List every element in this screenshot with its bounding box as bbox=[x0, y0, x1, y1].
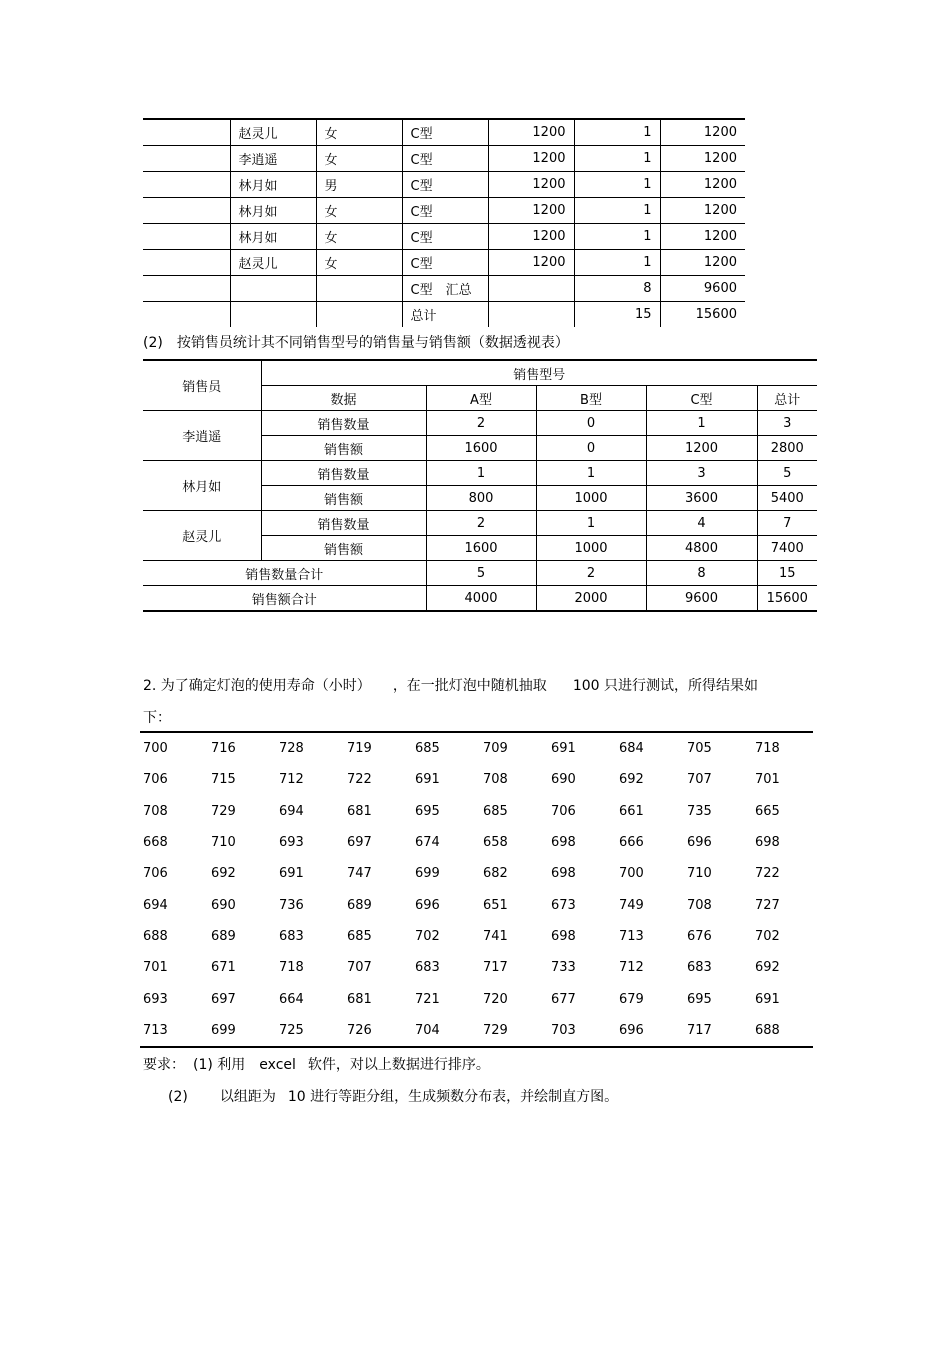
data-cell: 683 bbox=[279, 928, 304, 944]
data-header: 数据 bbox=[261, 386, 426, 411]
question-text-part: 100 只进行测试，所得结果如 bbox=[572, 678, 758, 694]
data-cell: 691 bbox=[279, 866, 304, 882]
table-cell: 1 bbox=[574, 198, 660, 224]
data-cell: 694 bbox=[279, 803, 304, 819]
data-cell: 697 bbox=[211, 991, 236, 1007]
column-header: C型 bbox=[646, 386, 757, 411]
column-header: A型 bbox=[426, 386, 536, 411]
data-cell: 692 bbox=[755, 960, 780, 976]
cell: 8 bbox=[646, 561, 757, 586]
data-cell: 699 bbox=[211, 1022, 236, 1038]
table-cell: 1200 bbox=[488, 172, 574, 198]
data-cell: 689 bbox=[211, 928, 236, 944]
data-row bbox=[140, 764, 813, 795]
cell: 4 bbox=[646, 511, 757, 536]
data-cell: 722 bbox=[755, 866, 780, 882]
data-row bbox=[140, 952, 813, 983]
model-header: 销售型号 bbox=[261, 360, 817, 386]
data-cell: 685 bbox=[415, 741, 440, 757]
table-cell: 林月如 bbox=[230, 224, 316, 250]
data-cell: 710 bbox=[211, 835, 236, 851]
data-cell: 665 bbox=[755, 803, 780, 819]
table-cell bbox=[488, 276, 574, 302]
data-cell: 707 bbox=[347, 960, 372, 976]
data-cell: 700 bbox=[619, 866, 644, 882]
data-cell: 697 bbox=[347, 835, 372, 851]
cell: 1000 bbox=[536, 486, 646, 511]
table-row bbox=[143, 198, 745, 224]
data-cell: 681 bbox=[347, 803, 372, 819]
data-cell: 698 bbox=[551, 928, 576, 944]
data-cell: 693 bbox=[279, 835, 304, 851]
seller-name: 李逍遥 bbox=[143, 411, 261, 461]
cell: 7400 bbox=[757, 536, 817, 561]
data-cell: 708 bbox=[687, 897, 712, 913]
requirement-number: (2) bbox=[168, 1089, 188, 1105]
table-cell bbox=[143, 172, 230, 198]
cell: 4800 bbox=[646, 536, 757, 561]
table-cell: C型 bbox=[402, 198, 488, 224]
table-cell: 1200 bbox=[488, 250, 574, 276]
row-label: 销售额 bbox=[261, 436, 426, 461]
data-cell: 664 bbox=[279, 991, 304, 1007]
table-cell: 总计 bbox=[402, 302, 488, 328]
table-row bbox=[143, 119, 745, 146]
data-cell: 696 bbox=[415, 897, 440, 913]
cell: 5 bbox=[757, 461, 817, 486]
data-cell: 712 bbox=[619, 960, 644, 976]
table-row bbox=[143, 250, 745, 276]
data-cell: 735 bbox=[687, 803, 712, 819]
cell: 2 bbox=[426, 411, 536, 436]
cell: 5400 bbox=[757, 486, 817, 511]
requirement-text: 10 进行等距分组，生成频数分布表，并绘制直方图。 bbox=[287, 1089, 619, 1105]
data-cell: 666 bbox=[619, 835, 644, 851]
data-cell: 676 bbox=[687, 928, 712, 944]
cell: 5 bbox=[426, 561, 536, 586]
cell: 15 bbox=[757, 561, 817, 586]
seller-header: 销售员 bbox=[143, 360, 261, 411]
question-text-part: ，在一批灯泡中随机抽取 bbox=[392, 678, 547, 694]
data-cell: 718 bbox=[755, 741, 780, 757]
data-row bbox=[140, 732, 813, 764]
data-cell: 706 bbox=[143, 866, 168, 882]
data-cell: 701 bbox=[143, 960, 168, 976]
data-cell: 693 bbox=[143, 991, 168, 1007]
row-label: 销售额 bbox=[261, 536, 426, 561]
data-cell: 681 bbox=[347, 991, 372, 1007]
sales-detail-table bbox=[143, 118, 745, 327]
data-cell: 692 bbox=[211, 866, 236, 882]
data-cell: 702 bbox=[415, 928, 440, 944]
data-cell: 696 bbox=[619, 1022, 644, 1038]
table-cell: 林月如 bbox=[230, 198, 316, 224]
table-cell: 赵灵儿 bbox=[230, 250, 316, 276]
data-cell: 733 bbox=[551, 960, 576, 976]
table-cell bbox=[143, 276, 230, 302]
data-cell: 715 bbox=[211, 772, 236, 788]
requirement-1 bbox=[143, 1054, 490, 1074]
data-cell: 682 bbox=[483, 866, 508, 882]
requirement-2 bbox=[168, 1086, 618, 1106]
table-cell: 男 bbox=[316, 172, 402, 198]
data-cell: 668 bbox=[143, 835, 168, 851]
row-label: 销售数量 bbox=[261, 461, 426, 486]
data-cell: 683 bbox=[687, 960, 712, 976]
data-cell: 691 bbox=[755, 991, 780, 1007]
table-cell: 8 bbox=[574, 276, 660, 302]
data-cell: 674 bbox=[415, 835, 440, 851]
table-cell bbox=[230, 302, 316, 328]
table-cell: 1200 bbox=[660, 172, 745, 198]
table-cell: 1200 bbox=[488, 224, 574, 250]
table-cell: 1200 bbox=[488, 119, 574, 146]
data-cell: 683 bbox=[415, 960, 440, 976]
table-cell: 1 bbox=[574, 146, 660, 172]
table-row bbox=[143, 172, 745, 198]
table-cell: 李逍遥 bbox=[230, 146, 316, 172]
data-cell: 684 bbox=[619, 741, 644, 757]
data-cell: 722 bbox=[347, 772, 372, 788]
table-cell: C型 bbox=[402, 250, 488, 276]
table-row bbox=[143, 302, 745, 328]
data-cell: 688 bbox=[143, 928, 168, 944]
data-cell: 700 bbox=[143, 741, 168, 757]
data-cell: 725 bbox=[279, 1022, 304, 1038]
data-cell: 712 bbox=[279, 772, 304, 788]
table-cell bbox=[143, 224, 230, 250]
table-cell bbox=[230, 276, 316, 302]
cell: 15600 bbox=[757, 586, 817, 612]
table-cell: 1200 bbox=[660, 224, 745, 250]
table-cell: 1 bbox=[574, 224, 660, 250]
column-header: 总计 bbox=[757, 386, 817, 411]
data-row bbox=[140, 889, 813, 920]
data-cell: 699 bbox=[415, 866, 440, 882]
data-cell: 673 bbox=[551, 897, 576, 913]
cell: 0 bbox=[536, 411, 646, 436]
cell: 9600 bbox=[646, 586, 757, 612]
data-cell: 721 bbox=[415, 991, 440, 1007]
table-cell bbox=[316, 276, 402, 302]
data-cell: 727 bbox=[755, 897, 780, 913]
seller-name: 林月如 bbox=[143, 461, 261, 511]
data-cell: 708 bbox=[143, 803, 168, 819]
requirement-label: 要求： bbox=[143, 1057, 185, 1073]
data-cell: 717 bbox=[687, 1022, 712, 1038]
requirement-text: excel bbox=[259, 1057, 296, 1073]
data-cell: 696 bbox=[687, 835, 712, 851]
table-cell: 15 bbox=[574, 302, 660, 328]
question-text-part: 2. 为了确定灯泡的使用寿命（小时） bbox=[143, 678, 371, 694]
table-cell: C型 bbox=[402, 146, 488, 172]
data-cell: 661 bbox=[619, 803, 644, 819]
table-cell: 15600 bbox=[660, 302, 745, 328]
data-cell: 749 bbox=[619, 897, 644, 913]
row-label: 销售数量 bbox=[261, 411, 426, 436]
pivot-table bbox=[143, 359, 817, 612]
table-row bbox=[143, 224, 745, 250]
data-cell: 717 bbox=[483, 960, 508, 976]
table-cell: C型 bbox=[402, 119, 488, 146]
data-cell: 704 bbox=[415, 1022, 440, 1038]
cell: 1 bbox=[536, 461, 646, 486]
table-cell: 1200 bbox=[660, 119, 745, 146]
data-cell: 698 bbox=[551, 866, 576, 882]
table-cell: C型 bbox=[402, 172, 488, 198]
data-row bbox=[140, 1015, 813, 1047]
data-cell: 710 bbox=[687, 866, 712, 882]
cell: 1600 bbox=[426, 436, 536, 461]
data-cell: 702 bbox=[755, 928, 780, 944]
cell: 1 bbox=[426, 461, 536, 486]
data-cell: 713 bbox=[143, 1022, 168, 1038]
data-cell: 728 bbox=[279, 741, 304, 757]
data-cell: 695 bbox=[415, 803, 440, 819]
data-row bbox=[140, 858, 813, 889]
table-cell: C型 汇总 bbox=[402, 276, 488, 302]
section-heading-pivot: (2) 按销售员统计其不同销售型号的销售量与销售额（数据透视表） bbox=[143, 335, 569, 351]
data-cell: 719 bbox=[347, 741, 372, 757]
table-cell: 女 bbox=[316, 146, 402, 172]
cell: 2000 bbox=[536, 586, 646, 612]
data-cell: 698 bbox=[551, 835, 576, 851]
data-cell: 716 bbox=[211, 741, 236, 757]
cell: 3 bbox=[757, 411, 817, 436]
data-cell: 698 bbox=[755, 835, 780, 851]
table-cell: 女 bbox=[316, 250, 402, 276]
table-cell: 女 bbox=[316, 224, 402, 250]
data-cell: 689 bbox=[347, 897, 372, 913]
data-cell: 741 bbox=[483, 928, 508, 944]
table-cell: 1200 bbox=[660, 146, 745, 172]
data-cell: 706 bbox=[143, 772, 168, 788]
data-cell: 690 bbox=[551, 772, 576, 788]
table-cell: 1 bbox=[574, 119, 660, 146]
data-cell: 691 bbox=[551, 741, 576, 757]
row-label: 销售数量 bbox=[261, 511, 426, 536]
column-header: B型 bbox=[536, 386, 646, 411]
data-cell: 658 bbox=[483, 835, 508, 851]
data-cell: 705 bbox=[687, 741, 712, 757]
table-row bbox=[143, 276, 745, 302]
cell: 1000 bbox=[536, 536, 646, 561]
data-cell: 701 bbox=[755, 772, 780, 788]
data-cell: 720 bbox=[483, 991, 508, 1007]
cell: 3600 bbox=[646, 486, 757, 511]
table-cell: 林月如 bbox=[230, 172, 316, 198]
data-cell: 706 bbox=[551, 803, 576, 819]
table-cell bbox=[143, 250, 230, 276]
data-cell: 677 bbox=[551, 991, 576, 1007]
cell: 4000 bbox=[426, 586, 536, 612]
table-cell bbox=[488, 302, 574, 328]
data-cell: 708 bbox=[483, 772, 508, 788]
table-cell: C型 bbox=[402, 224, 488, 250]
data-cell: 747 bbox=[347, 866, 372, 882]
requirement-text: 软件，对以上数据进行排序。 bbox=[307, 1057, 490, 1073]
data-cell: 685 bbox=[483, 803, 508, 819]
table-cell: 9600 bbox=[660, 276, 745, 302]
seller-name: 赵灵儿 bbox=[143, 511, 261, 561]
question-text-continued: 下： bbox=[143, 710, 171, 726]
data-cell: 671 bbox=[211, 960, 236, 976]
data-cell: 703 bbox=[551, 1022, 576, 1038]
table-cell bbox=[143, 146, 230, 172]
cell: 7 bbox=[757, 511, 817, 536]
data-cell: 651 bbox=[483, 897, 508, 913]
row-label: 销售额 bbox=[261, 486, 426, 511]
data-row bbox=[140, 983, 813, 1014]
cell: 1 bbox=[536, 511, 646, 536]
table-cell: 女 bbox=[316, 119, 402, 146]
data-cell: 685 bbox=[347, 928, 372, 944]
table-cell: 1 bbox=[574, 172, 660, 198]
data-cell: 688 bbox=[755, 1022, 780, 1038]
data-cell: 709 bbox=[483, 741, 508, 757]
data-cell: 679 bbox=[619, 991, 644, 1007]
data-cell: 736 bbox=[279, 897, 304, 913]
data-cell: 729 bbox=[211, 803, 236, 819]
cell: 3 bbox=[646, 461, 757, 486]
cell: 0 bbox=[536, 436, 646, 461]
table-cell bbox=[316, 302, 402, 328]
data-cell: 692 bbox=[619, 772, 644, 788]
table-cell bbox=[143, 302, 230, 328]
table-row bbox=[143, 146, 745, 172]
requirement-text: (1) 利用 bbox=[193, 1057, 246, 1073]
cell: 2 bbox=[536, 561, 646, 586]
table-cell: 1 bbox=[574, 250, 660, 276]
total-qty-label: 销售数量合计 bbox=[143, 561, 426, 586]
data-cell: 691 bbox=[415, 772, 440, 788]
table-cell: 1200 bbox=[488, 198, 574, 224]
cell: 1600 bbox=[426, 536, 536, 561]
data-row bbox=[140, 827, 813, 858]
cell: 2800 bbox=[757, 436, 817, 461]
data-row bbox=[140, 796, 813, 827]
table-cell: 1200 bbox=[660, 198, 745, 224]
data-cell: 729 bbox=[483, 1022, 508, 1038]
data-cell: 694 bbox=[143, 897, 168, 913]
data-cell: 707 bbox=[687, 772, 712, 788]
data-cell: 718 bbox=[279, 960, 304, 976]
cell: 1200 bbox=[646, 436, 757, 461]
cell: 2 bbox=[426, 511, 536, 536]
table-cell bbox=[143, 119, 230, 146]
cell: 1 bbox=[646, 411, 757, 436]
table-cell: 1200 bbox=[660, 250, 745, 276]
lifetime-data-table bbox=[140, 731, 813, 1048]
data-cell: 690 bbox=[211, 897, 236, 913]
table-cell bbox=[143, 198, 230, 224]
table-cell: 赵灵儿 bbox=[230, 119, 316, 146]
data-row bbox=[140, 921, 813, 952]
cell: 800 bbox=[426, 486, 536, 511]
requirement-text: 以组距为 bbox=[219, 1089, 276, 1105]
table-cell: 女 bbox=[316, 198, 402, 224]
table-cell: 1200 bbox=[488, 146, 574, 172]
question-text bbox=[143, 675, 758, 695]
data-cell: 726 bbox=[347, 1022, 372, 1038]
data-cell: 695 bbox=[687, 991, 712, 1007]
data-cell: 713 bbox=[619, 928, 644, 944]
total-amt-label: 销售额合计 bbox=[143, 586, 426, 612]
